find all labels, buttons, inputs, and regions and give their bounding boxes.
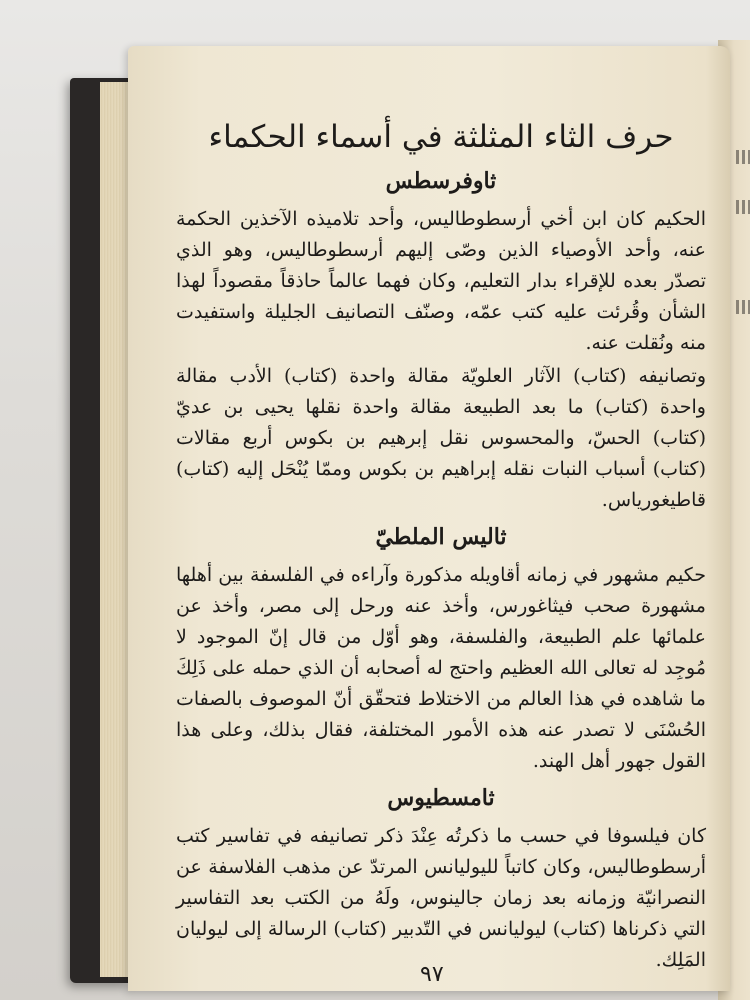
next-page-text-fragment [736,200,750,214]
entry-paragraph: الحكيم كان ابن أخي أرسطوطاليس، وأحد تلاميذه الآخذين الحكمة عنه، وأحد الأوصياء الذين وصّى إليهم أرسطوطاليس، وهو الذي تصدّر بعده للإقراء بدار التعليم، وكان فهما عالماً حاذقاً مقصوداً لهذا الشأن وقُرئت عليه كتب عمّه، وصنّف التصانيف الجليلة واستفيدت منه ونُقلت عنه. [176,208,706,354]
next-page-text-fragment [736,150,750,164]
page-title: حرف الثاء المثلثة في أسماء الحكماء [208,119,674,155]
page-number: ٩٧ [420,962,444,987]
entry-thales [176,522,706,777]
entry-heading: ثاوفرسطس [385,168,497,194]
entry-paragraph: حكيم مشهور في زمانه أقاويله مذكورة وآراءه في الفلسفة بين أهلها مشهورة صحب فيثاغورس، وأخذ عنه ورحل إلى مصر، وأخذ عن علمائها علم الطبيعة، والفلسفة، وهو أوّل من قال إنّ الموجود لا مُوجِد له تعالى الله العظيم واحتج له أصحابه أن الذي حمله على ذَلِكَ ما شاهده في هذا العالم من الاختلاط فتحقّق أنّ الموصوف بالصفات الحُسْنَى لا تصدر عنه هذه الأمور المختلفة، فقال بذلك، وعلى هذا القول جهور أهل الهند. [176,564,706,772]
entry-themistius [176,783,706,976]
entry-theophrastus [176,166,706,516]
entry-heading: ثاليس الملطيّ [375,524,507,550]
entry-heading: ثامسطيوس [387,785,495,811]
next-page-text-fragment [736,300,750,314]
entry-paragraph: كان فيلسوفا في حسب ما ذكرتُه عِنْدَ ذكر تصانيفه في تفاسير كتب أرسطوطاليس، وكان كاتباً لليوليانس المرتدّ عن مذهب الفلاسفة عن النصرانيّة وزمانه بعد زمان جالينوس، ولَهُ من الكتب بعد التفاسير التي ذكرناها (كتاب) ليوليانس في التّدبير (كتاب) الرسالة إلى ليوليان المَلِك. [176,825,706,971]
page-content [176,118,706,976]
entry-paragraph: وتصانيفه (كتاب) الآثار العلويّة مقالة واحدة (كتاب) الأدب مقالة واحدة (كتاب) ما بعد الطبيعة مقالة واحدة نقلها يحيى بن عديّ (كتاب) الحسّ، والمحسوس نقل إبرهيم بن بكوس أربع مقالات (كتاب) أسباب النبات نقله إبراهيم بن بكوس وممّا يُنْحَل إليه (كتاب) قاطيغورياس. [176,365,706,511]
